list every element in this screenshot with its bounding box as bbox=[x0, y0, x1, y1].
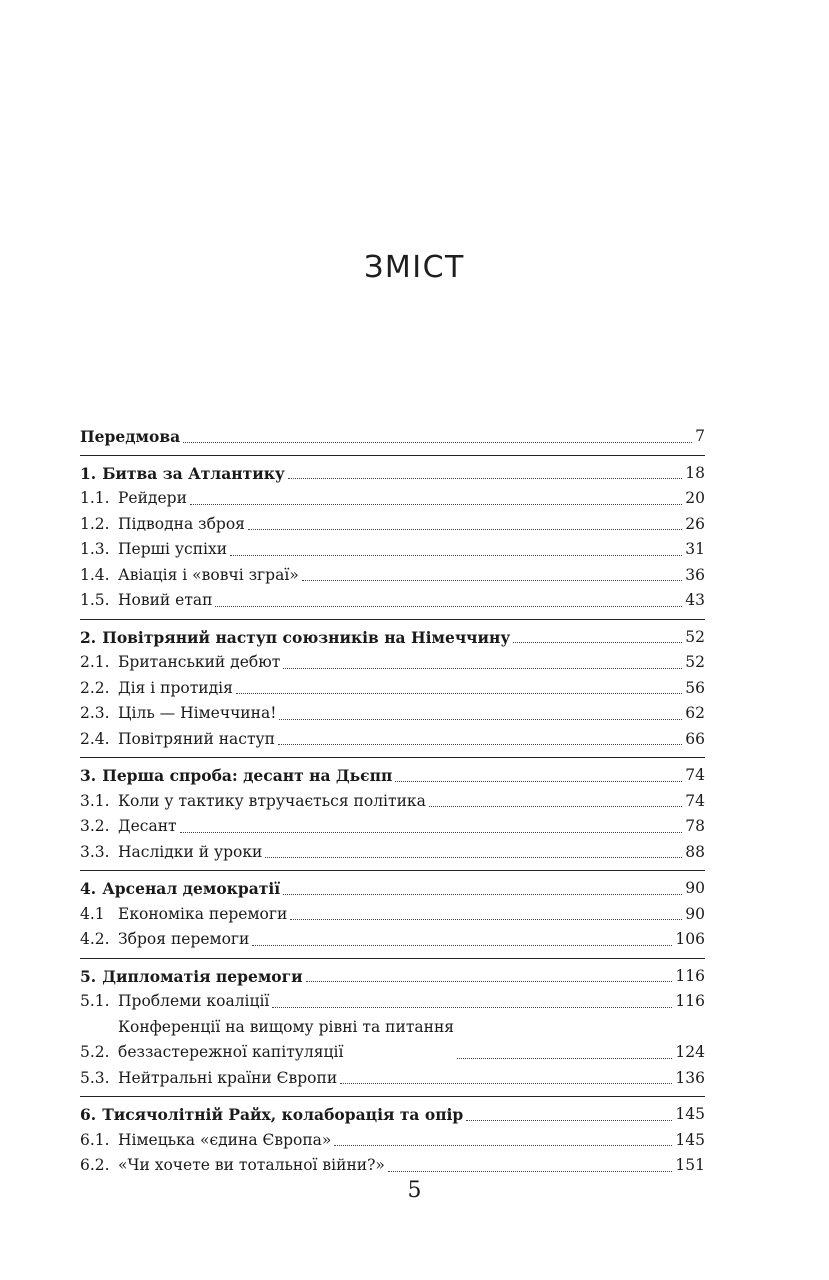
entry-title: Новий етап bbox=[118, 591, 213, 609]
entry-number: 5.1. bbox=[80, 992, 110, 1010]
entry-number: 5.3. bbox=[80, 1068, 110, 1087]
entry-page-number: 36 bbox=[685, 565, 705, 584]
entry-page-number: 78 bbox=[685, 817, 705, 835]
entry-page-number: 18 bbox=[685, 463, 705, 482]
dot-leader bbox=[190, 504, 682, 505]
entry-page-number: 62 bbox=[685, 704, 705, 722]
entry-page-number: 43 bbox=[685, 591, 705, 609]
entry-page-number: 52 bbox=[685, 627, 705, 646]
entry-page-number: 52 bbox=[685, 653, 705, 671]
entry-title bbox=[118, 1015, 454, 1066]
toc-section bbox=[80, 455, 705, 619]
entry-page-number: 56 bbox=[685, 678, 705, 697]
dot-leader bbox=[388, 1171, 673, 1172]
entry-number: 3.1. bbox=[80, 791, 110, 810]
toc-subsection-entry[interactable] bbox=[80, 1015, 705, 1066]
entry-number: 4. bbox=[80, 879, 97, 898]
entry-title: Дія і протидія bbox=[118, 678, 233, 697]
toc-subsection-entry[interactable] bbox=[80, 902, 705, 928]
dot-leader bbox=[302, 580, 683, 581]
toc-subsection-entry[interactable] bbox=[80, 789, 705, 815]
dot-leader bbox=[230, 555, 682, 556]
entry-title: Дипломатія перемоги bbox=[102, 966, 303, 986]
dot-leader bbox=[288, 478, 682, 479]
entry-page-number: 26 bbox=[685, 514, 705, 533]
toc-chapter-entry[interactable] bbox=[80, 964, 705, 990]
entry-title: Повітряний наступ союзників на Німеччину bbox=[102, 627, 511, 647]
table-of-contents bbox=[80, 424, 705, 1184]
toc-subsection-entry[interactable] bbox=[80, 537, 705, 563]
entry-page-number: 74 bbox=[685, 791, 705, 810]
toc-subsection-entry[interactable] bbox=[80, 588, 705, 614]
toc-chapter-entry[interactable] bbox=[80, 424, 705, 450]
toc-subsection-entry[interactable] bbox=[80, 727, 705, 753]
dot-leader bbox=[513, 642, 682, 643]
entry-number: 1.3. bbox=[80, 540, 110, 558]
entry-number: 1.1. bbox=[80, 489, 110, 507]
entry-page-number: 116 bbox=[675, 992, 705, 1010]
entry-title: Перша спроба: десант на Дьєпп bbox=[102, 766, 393, 785]
entry-number: 5.2. bbox=[80, 1043, 110, 1061]
dot-leader bbox=[272, 1007, 672, 1008]
toc-subsection-entry[interactable] bbox=[80, 563, 705, 589]
entry-page-number: 116 bbox=[675, 966, 705, 985]
entry-title: Десант bbox=[118, 817, 177, 835]
entry-page-number: 106 bbox=[675, 930, 705, 948]
dot-leader bbox=[283, 894, 682, 895]
toc-subsection-entry[interactable] bbox=[80, 486, 705, 512]
entry-number: 1. bbox=[80, 463, 97, 483]
entry-title: Зброя перемоги bbox=[118, 930, 250, 948]
entry-number: 2.1. bbox=[80, 653, 110, 671]
entry-number: 2.3. bbox=[80, 704, 110, 722]
entry-title: Тисячолітній Райх, колаборація та опір bbox=[102, 1105, 464, 1124]
entry-page-number: 90 bbox=[685, 879, 705, 897]
toc-section bbox=[80, 870, 705, 958]
entry-page-number: 7 bbox=[695, 427, 705, 445]
entry-number: 6.1. bbox=[80, 1130, 110, 1149]
dot-leader bbox=[334, 1145, 672, 1146]
dot-leader bbox=[279, 719, 682, 720]
entry-page-number: 124 bbox=[675, 1043, 705, 1061]
page-title: ЗМІСТ bbox=[364, 250, 465, 285]
entry-number: 1.5. bbox=[80, 591, 110, 609]
entry-number: 4.2. bbox=[80, 930, 110, 948]
entry-page-number: 66 bbox=[685, 729, 705, 748]
entry-number: 3.2. bbox=[80, 817, 110, 835]
dot-leader bbox=[248, 529, 682, 530]
entry-number: 3. bbox=[80, 766, 97, 785]
dot-leader bbox=[306, 981, 673, 982]
entry-page-number: 74 bbox=[685, 766, 705, 784]
entry-title: «Чи хочете ви тотальної війни?» bbox=[118, 1156, 385, 1174]
toc-section bbox=[80, 1096, 705, 1184]
dot-leader bbox=[290, 919, 682, 920]
entry-title: Проблеми коаліції bbox=[118, 992, 270, 1010]
toc-section bbox=[80, 619, 705, 758]
toc-section bbox=[80, 757, 705, 870]
entry-page-number: 145 bbox=[675, 1105, 705, 1123]
toc-subsection-entry[interactable] bbox=[80, 814, 705, 840]
dot-leader bbox=[180, 832, 683, 833]
dot-leader bbox=[457, 1058, 672, 1059]
dot-leader bbox=[236, 693, 682, 694]
toc-subsection-entry[interactable] bbox=[80, 701, 705, 727]
entry-title-line-1: Конференції на вищому рівні та питання bbox=[118, 1017, 455, 1036]
toc-chapter-entry[interactable] bbox=[80, 763, 705, 789]
entry-number: 1.4. bbox=[80, 565, 110, 584]
page-number: 5 bbox=[407, 1178, 422, 1203]
entry-number: 2.2. bbox=[80, 678, 110, 697]
toc-subsection-entry[interactable] bbox=[80, 1153, 705, 1179]
entry-title: Арсенал демократії bbox=[102, 879, 281, 898]
toc-subsection-entry[interactable] bbox=[80, 1128, 705, 1154]
entry-page-number: 145 bbox=[675, 1130, 705, 1149]
dot-leader bbox=[340, 1083, 672, 1084]
dot-leader bbox=[395, 781, 682, 782]
entry-title: Коли у тактику втручається політика bbox=[118, 791, 426, 810]
toc-subsection-entry[interactable] bbox=[80, 512, 705, 538]
toc-chapter-entry[interactable] bbox=[80, 1102, 705, 1128]
toc-subsection-entry[interactable] bbox=[80, 927, 705, 953]
entry-number: 2. bbox=[80, 627, 97, 647]
toc-chapter-entry[interactable] bbox=[80, 625, 705, 651]
toc-subsection-entry[interactable] bbox=[80, 650, 705, 676]
toc-subsection-entry[interactable] bbox=[80, 840, 705, 866]
dot-leader bbox=[215, 606, 682, 607]
entry-title: Британський дебют bbox=[118, 653, 281, 671]
entry-title: Перші успіхи bbox=[118, 540, 228, 558]
entry-page-number: 151 bbox=[675, 1156, 705, 1174]
entry-title: Німецька «єдина Європа» bbox=[118, 1130, 332, 1149]
entry-title: Рейдери bbox=[118, 489, 187, 507]
entry-title: Битва за Атлантику bbox=[102, 463, 285, 483]
entry-title: Нейтральні країни Європи bbox=[118, 1068, 338, 1087]
toc-subsection-entry[interactable] bbox=[80, 989, 705, 1015]
dot-leader bbox=[283, 668, 682, 669]
entry-page-number: 31 bbox=[685, 540, 705, 558]
toc-subsection-entry[interactable] bbox=[80, 676, 705, 702]
toc-chapter-entry[interactable] bbox=[80, 461, 705, 487]
entry-title: Ціль — Німеччина! bbox=[118, 704, 277, 722]
entry-number: 6.2. bbox=[80, 1156, 110, 1174]
entry-page-number: 136 bbox=[675, 1068, 705, 1087]
entry-number: 6. bbox=[80, 1105, 97, 1124]
toc-section bbox=[80, 424, 705, 455]
dot-leader bbox=[278, 744, 682, 745]
entry-title: Підводна зброя bbox=[118, 514, 245, 533]
entry-page-number: 88 bbox=[685, 842, 705, 861]
toc-chapter-entry[interactable] bbox=[80, 876, 705, 902]
dot-leader bbox=[183, 442, 692, 443]
dot-leader bbox=[252, 945, 672, 946]
dot-leader bbox=[265, 857, 682, 858]
entry-title-line-2: беззастережної капітуляції bbox=[118, 1043, 344, 1061]
entry-number: 3.3. bbox=[80, 842, 110, 861]
toc-subsection-entry[interactable] bbox=[80, 1066, 705, 1092]
entry-number: 4.1 bbox=[80, 904, 105, 923]
entry-title: Передмова bbox=[80, 427, 181, 446]
dot-leader bbox=[429, 806, 682, 807]
entry-title: Наслідки й уроки bbox=[118, 842, 263, 861]
entry-number: 2.4. bbox=[80, 729, 110, 748]
entry-number: 5. bbox=[80, 966, 97, 986]
entry-page-number: 20 bbox=[685, 489, 705, 507]
entry-number: 1.2. bbox=[80, 514, 110, 533]
entry-title: Повітряний наступ bbox=[118, 729, 276, 748]
entry-title: Авіація і «вовчі зграї» bbox=[118, 565, 299, 584]
entry-title: Економіка перемоги bbox=[118, 904, 288, 923]
entry-page-number: 90 bbox=[685, 904, 705, 923]
toc-section bbox=[80, 958, 705, 1097]
dot-leader bbox=[466, 1120, 672, 1121]
